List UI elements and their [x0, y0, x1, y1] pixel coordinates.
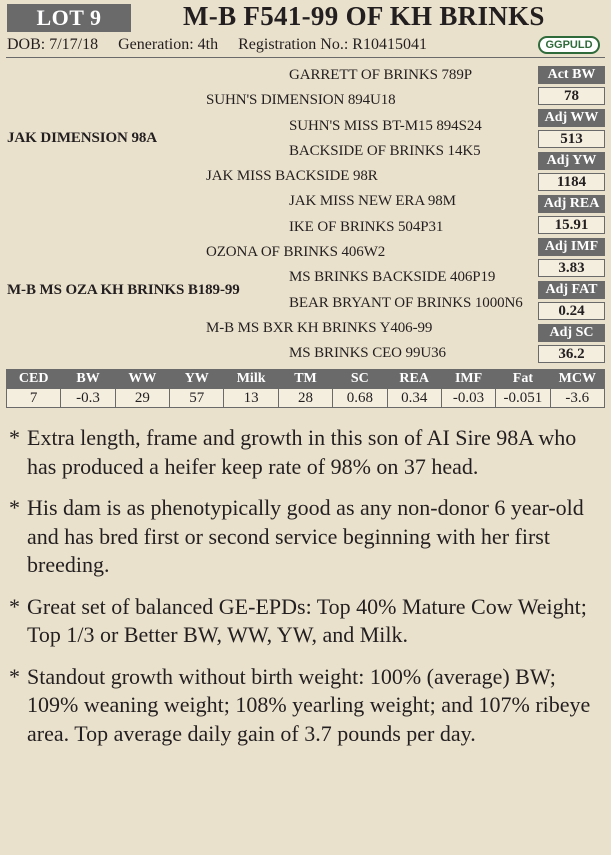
note-item	[9, 663, 609, 749]
adj-yw-value: 1184	[538, 173, 605, 191]
note-item	[9, 494, 609, 580]
epd-header-ced: CED	[7, 370, 61, 389]
dob-text: DOB: 7/17/18	[7, 36, 99, 53]
epd-value-ced: 7	[7, 389, 61, 408]
pedigree-sire-sire-sire: GARRETT OF BRINKS 789P	[289, 67, 472, 83]
epd-header-bw: BW	[61, 370, 115, 389]
epd-header-rea: REA	[387, 370, 441, 389]
epd-value-imf: -0.03	[441, 389, 495, 408]
pedigree-sire-sire-dam: SUHN'S MISS BT-M15 894S24	[289, 118, 482, 134]
note-text: Extra length, frame and growth in this son of AI Sire 98A who has produced a heifer keep rate of 98% on 37 head.	[27, 425, 577, 479]
pedigree-dam: M-B MS OZA KH BRINKS B189-99	[7, 282, 240, 298]
epd-header-milk: Milk	[224, 370, 278, 389]
epd-value-fat: -0.051	[496, 389, 550, 408]
note-item	[9, 593, 609, 650]
pedigree-dam-sire: OZONA OF BRINKS 406W2	[206, 244, 386, 260]
act-bw-value: 78	[538, 87, 605, 105]
adj-sc-label: Adj SC	[538, 324, 605, 342]
adj-rea-value: 15.91	[538, 216, 605, 234]
epd-value-row	[7, 389, 605, 408]
epd-value-tm: 28	[278, 389, 332, 408]
pedigree-dam-sire-dam: MS BRINKS BACKSIDE 406P19	[289, 269, 496, 285]
bullet-star-icon: *	[9, 495, 20, 520]
epd-value-sc: 0.68	[333, 389, 387, 408]
epd-value-mcw: -3.6	[550, 389, 604, 408]
lot-header	[0, 0, 611, 36]
pedigree-sire-dam: JAK MISS BACKSIDE 98R	[206, 168, 378, 184]
adj-imf-value: 3.83	[538, 259, 605, 277]
registration-text: Registration No.: R10415041	[238, 36, 427, 53]
header-divider	[6, 57, 605, 58]
epd-header-ww: WW	[115, 370, 169, 389]
epd-header-tm: TM	[278, 370, 332, 389]
pedigree-sire-dam-dam: JAK MISS NEW ERA 98M	[289, 193, 456, 209]
adj-imf-label: Adj IMF	[538, 238, 605, 256]
epd-header-imf: IMF	[441, 370, 495, 389]
bullet-star-icon: *	[9, 593, 20, 619]
pedigree-sire: JAK DIMENSION 98A	[7, 130, 157, 146]
pedigree-dam-sire-sire: IKE OF BRINKS 504P31	[289, 219, 444, 235]
epd-value-milk: 13	[224, 389, 278, 408]
epd-value-ww: 29	[115, 389, 169, 408]
adj-sc-value: 36.2	[538, 345, 605, 363]
epd-table	[6, 369, 605, 408]
pedigree-sire-sire: SUHN'S DIMENSION 894U18	[206, 92, 396, 108]
adj-fat-label: Adj FAT	[538, 281, 605, 299]
epd-value-bw: -0.3	[61, 389, 115, 408]
bullet-star-icon: *	[9, 663, 20, 689]
adj-rea-label: Adj REA	[538, 195, 605, 213]
epd-header-mcw: MCW	[550, 370, 604, 389]
adj-fat-value: 0.24	[538, 302, 605, 320]
act-bw-label: Act BW	[538, 66, 605, 84]
pedigree-dam-dam-sire: BEAR BRYANT OF BRINKS 1000N6	[289, 295, 523, 311]
pedigree-dam-dam: M-B MS BXR KH BRINKS Y406-99	[206, 320, 433, 336]
epd-value-rea: 0.34	[387, 389, 441, 408]
note-item	[9, 424, 609, 481]
pedigree-dam-dam-dam: MS BRINKS CEO 99U36	[289, 345, 446, 361]
animal-info-row	[7, 36, 443, 54]
generation-text: Generation: 4th	[118, 36, 219, 53]
animal-name-title: M-B F541-99 OF KH BRINKS	[183, 1, 545, 31]
adj-ww-label: Adj WW	[538, 109, 605, 127]
note-text: His dam is as phenotypically good as any non-donor 6 year-old and has bred first or second service beginning with her first breeding.	[27, 495, 584, 577]
epd-value-yw: 57	[170, 389, 224, 408]
epd-header-yw: YW	[170, 370, 224, 389]
adj-yw-label: Adj YW	[538, 152, 605, 170]
epd-header-sc: SC	[333, 370, 387, 389]
bullet-star-icon: *	[9, 425, 20, 450]
ggpuld-logo-icon: GGPULD	[538, 36, 600, 54]
epd-header-row	[7, 370, 605, 389]
pedigree-sire-dam-sire: BACKSIDE OF BRINKS 14K5	[289, 143, 481, 159]
note-text: Standout growth without birth weight: 100% (average) BW; 109% weaning weight; 108% yearling weight; and 107% ribeye area. Top average daily gain of 3.7 pounds per day.	[27, 663, 591, 746]
note-text: Great set of balanced GE-EPDs: Top 40% Mature Cow Weight; Top 1/3 or Better BW, WW, YW, and Milk.	[27, 593, 587, 647]
epd-header-fat: Fat	[496, 370, 550, 389]
adj-ww-value: 513	[538, 130, 605, 148]
notes-list	[9, 424, 609, 761]
lot-number-badge: LOT 9	[7, 4, 131, 32]
